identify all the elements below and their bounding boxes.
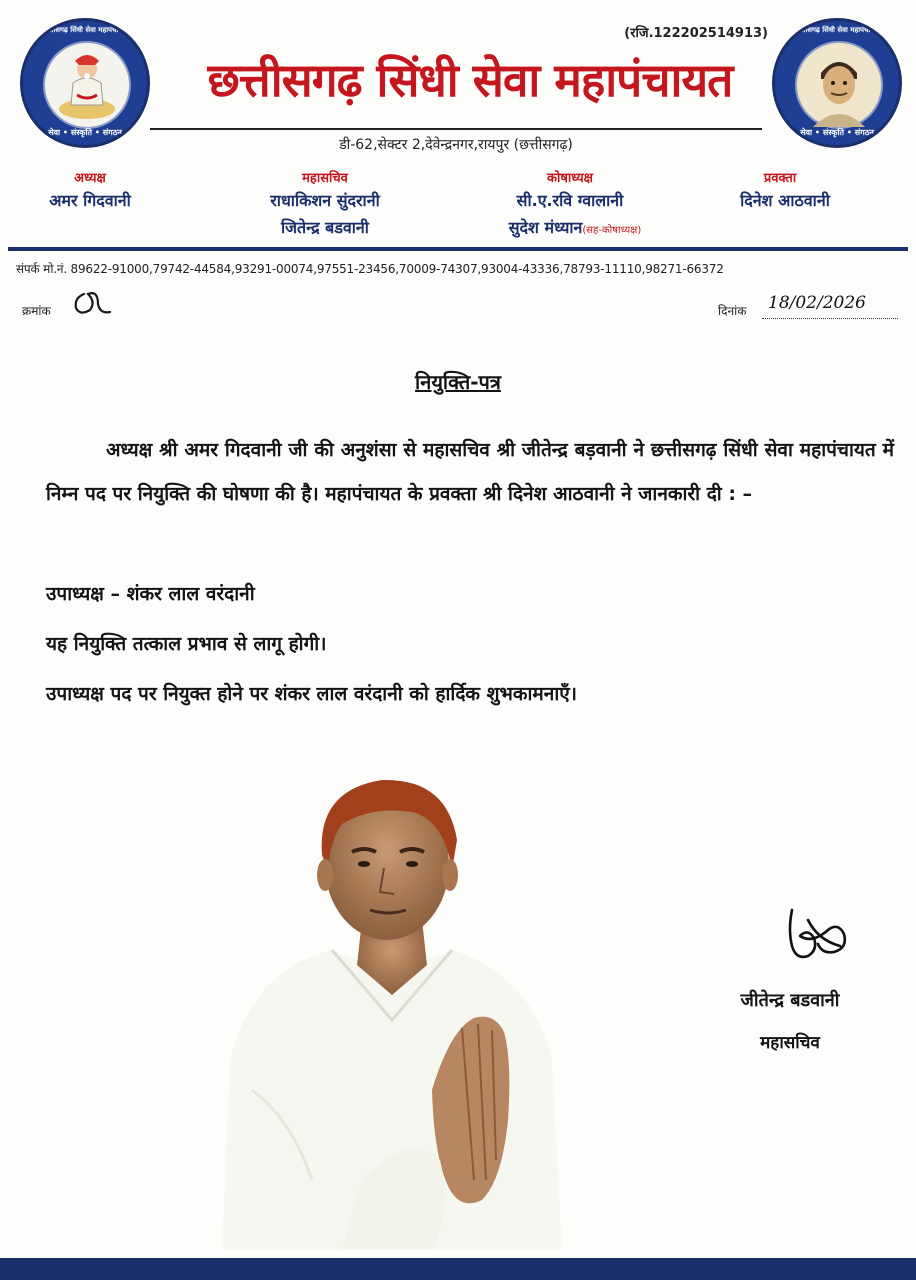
spokesperson-name: दिनेश आठवानी [740, 191, 830, 210]
handwritten-signature [778, 900, 858, 970]
date-value: 18/02/2026 [768, 293, 866, 313]
portrait-icon [795, 41, 883, 129]
role-general-secretary-label: महासचिव [302, 171, 348, 186]
signatory-name: जीतेन्द्र बडवानी [740, 990, 840, 1011]
logo-motto: सेवा • संस्कृति • संगठन [48, 128, 122, 137]
role-treasurer-label: कोषाध्यक्ष [547, 171, 593, 186]
organization-name: छत्तीसगढ़ सिंधी सेवा महापंचायत [207, 53, 733, 107]
logo-motto: सेवा • संस्कृति • संगठन [800, 128, 874, 137]
date-dotted-line [762, 318, 898, 319]
contact-numbers: संपर्क मो.नं. 89622-91000,79742-44584,93291-00074,97551-23456,70009-74307,93004-43336,78793-11110,98271-66372 [16, 262, 724, 276]
role-spokesperson-label: प्रवक्ता [763, 171, 797, 186]
effect-line: यह नियुक्ति तत्काल प्रभाव से लागू होगी। [46, 633, 327, 655]
treasurer-name: सी.ए.रवि ग्वालानी [516, 191, 624, 210]
role-president-label: अध्यक्ष [74, 171, 106, 186]
footer-bar [0, 1258, 916, 1280]
general-secretary-name-2: जितेन्द्र बडवानी [281, 218, 369, 237]
date-label: दिनांक [718, 304, 747, 318]
logo-ring-text: छत्तीसगढ़ सिंधी सेवा महापंचायत [43, 26, 127, 34]
joint-treasurer-name-text: सुदेश मंध्यान [508, 218, 583, 237]
wishes-line: उपाध्यक्ष पद पर नियुक्त होने पर शंकर लाल वरंदानी को हार्दिक शुभकामनाएँ। [46, 683, 577, 705]
org-logo-left [20, 18, 150, 148]
joint-treasurer-note: (सह-कोषाध्यक्ष) [582, 225, 642, 236]
signatory-title: महासचिव [760, 1033, 820, 1053]
organization-address: डी-62,सेक्टर 2,देवेन्द्रनगर,रायपुर (छत्तीसगढ़) [339, 137, 573, 153]
ref-number-label: क्रमांक [22, 304, 51, 318]
announcement-paragraph: अध्यक्ष श्री अमर गिदवानी जी की अनुशंसा से महासचिव श्री जीतेन्द्र बड़वानी ने छत्तीसगढ़ सिंधी सेवा महापंचायत में निम्न पद पर नियुक्ति की घोषणा की है। महापंचायत के प्रवक्ता श्री दिनेश आठवानी ने जानकारी दी : – [46, 439, 894, 505]
joint-treasurer-name [470, 216, 680, 238]
header-divider [8, 247, 908, 251]
org-logo-right [772, 18, 902, 148]
appointee-photo [212, 760, 572, 1250]
ref-number-scribble [70, 284, 120, 320]
title-divider [150, 128, 762, 130]
letter-title: नियुक्ति-पत्र [415, 370, 501, 394]
president-name: अमर गिदवानी [49, 191, 131, 210]
logo-ring-text: छत्तीसगढ़ सिंधी सेवा महापंचायत [795, 26, 879, 34]
general-secretary-name-1: राधाकिशन सुंदरानी [270, 191, 380, 210]
registration-number: (रजि.122202514913) [624, 26, 768, 41]
deity-figure-icon [43, 41, 131, 129]
appointment-line: उपाध्यक्ष – शंकर लाल वरंदानी [46, 583, 255, 605]
